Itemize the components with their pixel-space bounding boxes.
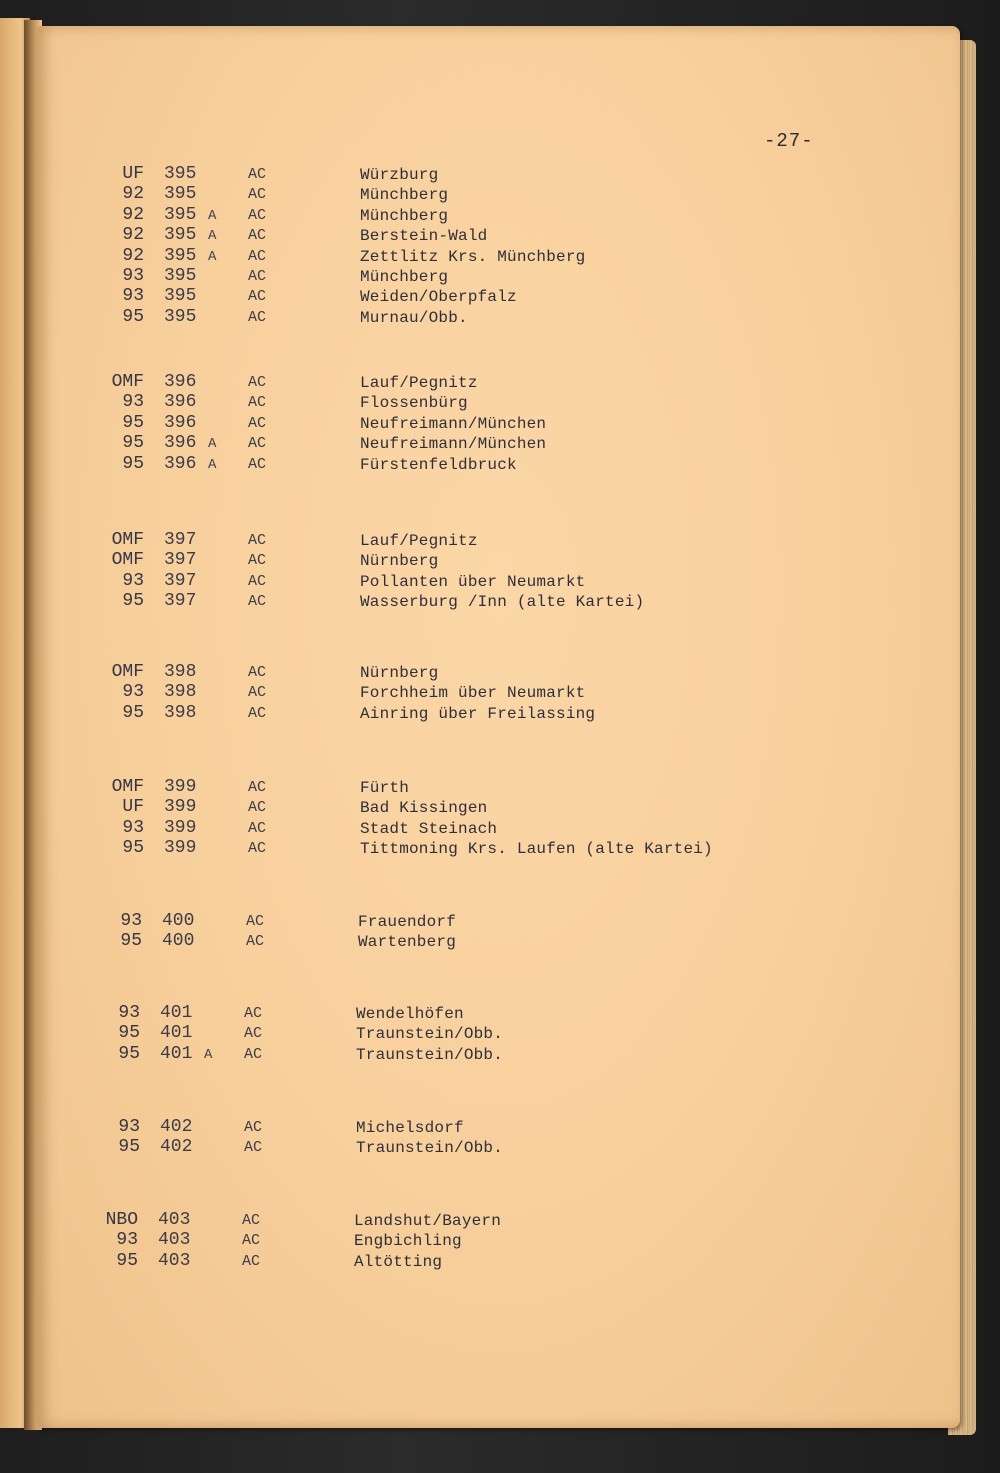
ledger-row [96, 571, 796, 593]
place-name: Landshut/Bayern [354, 1212, 502, 1230]
entry-number: 401 [160, 1023, 193, 1044]
place-name: Forchheim über Neumarkt [360, 684, 586, 703]
unit-code: OMF [111, 530, 144, 550]
place-name: Murnau/Obb. [360, 308, 468, 327]
place-name: Traunstein/Obb. [356, 1139, 504, 1158]
ledger-row [96, 550, 796, 572]
ledger-row [90, 1230, 790, 1252]
category-code: AC [248, 799, 267, 817]
category-code: AC [248, 308, 267, 326]
unit-code: 92 [122, 184, 144, 205]
ledger-row [96, 286, 796, 308]
ledger-row [96, 838, 796, 860]
place-name: Fürth [360, 779, 410, 797]
entry-number: 401 [160, 1003, 193, 1023]
place-name: Frauendorf [358, 913, 457, 931]
page-number: -27- [764, 130, 814, 152]
category-code: AC [248, 394, 267, 412]
entry-number: 399 [164, 838, 197, 859]
unit-code: 93 [118, 1003, 140, 1023]
unit-code: 95 [122, 412, 144, 433]
unit-code: 95 [122, 838, 144, 859]
entry-suffix: A [204, 1046, 213, 1063]
entry-number: 397 [164, 591, 197, 612]
entry-number: 396 [164, 392, 197, 413]
unit-code: 93 [122, 817, 144, 838]
category-code: AC [248, 186, 267, 204]
category-code: AC [248, 593, 267, 611]
unit-code: 95 [122, 702, 144, 723]
unit-code: 92 [122, 204, 144, 225]
ledger-row [96, 266, 796, 288]
ledger-row [92, 1117, 792, 1139]
entry-number: 395 [164, 225, 197, 246]
ledger-row [94, 911, 794, 933]
place-name: Wendelhöfen [356, 1005, 464, 1023]
unit-code: 95 [122, 453, 144, 474]
ledger-row [96, 205, 796, 227]
entry-number: 403 [158, 1210, 191, 1230]
ledger-row [96, 818, 796, 840]
place-name: Traunstein/Obb. [356, 1025, 504, 1044]
category-code: AC [248, 840, 267, 858]
category-code: AC [248, 664, 267, 681]
place-name: Berstein-Wald [360, 227, 488, 246]
category-code: AC [244, 1045, 263, 1063]
unit-code: 93 [122, 392, 144, 413]
place-name: Würzburg [360, 166, 439, 184]
ledger-row [96, 392, 796, 414]
unit-code: 93 [122, 286, 144, 307]
place-name: Lauf/Pegnitz [360, 374, 478, 392]
ledger-row [92, 1023, 792, 1045]
place-name: Weiden/Oberpfalz [360, 288, 517, 307]
place-name: Nürnberg [360, 664, 439, 682]
category-code: AC [248, 288, 267, 306]
place-name: Engbichling [354, 1232, 462, 1251]
place-name: Wartenberg [358, 933, 457, 952]
category-code: AC [242, 1212, 261, 1229]
entry-number: 397 [164, 530, 197, 550]
place-name: Neufreimann/München [360, 414, 547, 433]
category-code: AC [242, 1232, 261, 1250]
category-code: AC [248, 572, 267, 590]
ledger-row [96, 164, 796, 186]
entry-number: 402 [160, 1117, 193, 1137]
ledger-row [92, 1137, 792, 1159]
entry-number: 403 [158, 1230, 191, 1251]
ledger-row [96, 433, 796, 455]
entry-suffix: A [208, 207, 217, 224]
entry-number: 396 [164, 433, 197, 454]
unit-code: 95 [118, 1043, 140, 1064]
ledger-row [90, 1251, 790, 1273]
category-code: AC [244, 1005, 263, 1022]
place-name: Münchberg [360, 186, 449, 205]
category-code: AC [248, 247, 267, 265]
category-code: AC [248, 374, 267, 391]
category-code: AC [248, 268, 267, 285]
category-code: AC [244, 1139, 263, 1157]
entry-number: 396 [164, 372, 197, 392]
unit-code: 93 [122, 682, 144, 703]
entry-suffix: A [208, 248, 217, 265]
unit-code: 93 [120, 911, 142, 931]
entry-suffix: A [208, 456, 217, 473]
entry-number: 397 [164, 570, 197, 591]
entry-number: 403 [158, 1250, 191, 1271]
category-code: AC [246, 933, 265, 951]
unit-code: 95 [122, 433, 144, 454]
ledger-row [96, 703, 796, 725]
ledger-row [96, 372, 796, 394]
entry-number: 399 [164, 777, 197, 797]
ledger-row [90, 1210, 790, 1232]
ledger-row [96, 413, 796, 435]
unit-code: UF [122, 797, 144, 818]
entry-number: 400 [162, 911, 195, 931]
place-name: Lauf/Pegnitz [360, 532, 478, 550]
category-code: AC [248, 819, 267, 837]
place-name: Fürstenfeldbruck [360, 455, 517, 474]
place-name: Stadt Steinach [360, 819, 498, 838]
ledger-row [96, 184, 796, 206]
ledger-row [94, 931, 794, 953]
category-code: AC [248, 227, 267, 245]
unit-code: 95 [118, 1023, 140, 1044]
unit-code: 93 [116, 1230, 138, 1251]
unit-code: OMF [111, 662, 144, 682]
entry-number: 395 [164, 164, 197, 184]
unit-code: OMF [111, 372, 144, 392]
place-name: Ainring über Freilassing [360, 704, 596, 723]
ledger-row [92, 1044, 792, 1066]
unit-code: 95 [120, 931, 142, 952]
category-code: AC [248, 455, 267, 473]
ledger-row [96, 662, 796, 684]
unit-code: 93 [122, 570, 144, 591]
place-name: Bad Kissingen [360, 799, 488, 818]
unit-code: OMF [111, 550, 144, 571]
unit-code: 95 [122, 306, 144, 327]
unit-code: OMF [111, 777, 144, 797]
entry-number: 396 [164, 453, 197, 474]
entry-number: 400 [162, 931, 195, 952]
place-name: Nürnberg [360, 552, 439, 571]
entry-number: 402 [160, 1137, 193, 1158]
place-name: Altötting [354, 1252, 443, 1271]
entry-suffix: A [208, 228, 217, 245]
place-name: Tittmoning Krs. Laufen (alte Kartei) [360, 840, 713, 859]
ledger-row [96, 530, 796, 552]
category-code: AC [248, 552, 267, 570]
unit-code: UF [122, 164, 144, 184]
unit-code: 93 [122, 266, 144, 286]
place-name: Flossenbürg [360, 394, 468, 413]
ledger-row [96, 246, 796, 268]
category-code: AC [248, 206, 267, 224]
place-name: Neufreimann/München [360, 435, 547, 454]
unit-code: 92 [122, 245, 144, 266]
entry-number: 395 [164, 184, 197, 205]
category-code: AC [244, 1119, 263, 1136]
entry-number: 395 [164, 266, 197, 286]
entry-number: 395 [164, 306, 197, 327]
unit-code: 95 [118, 1137, 140, 1158]
ledger-row [96, 591, 796, 613]
place-name: Zettlitz Krs. Münchberg [360, 247, 586, 266]
entry-suffix: A [208, 436, 217, 453]
category-code: AC [248, 166, 267, 183]
unit-code: 93 [118, 1117, 140, 1137]
entry-number: 395 [164, 245, 197, 266]
ledger-row [96, 777, 796, 799]
place-name: Pollanten über Neumarkt [360, 572, 586, 591]
category-code: AC [248, 532, 267, 549]
unit-code: 92 [122, 225, 144, 246]
place-name: Traunstein/Obb. [356, 1045, 504, 1064]
ledger-row [96, 797, 796, 819]
unit-code: NBO [105, 1210, 138, 1230]
category-code: AC [242, 1252, 261, 1270]
category-code: AC [248, 704, 267, 722]
entry-number: 399 [164, 797, 197, 818]
entry-number: 395 [164, 286, 197, 307]
entry-number: 401 [160, 1043, 193, 1064]
place-name: Wasserburg /Inn (alte Kartei) [360, 593, 645, 612]
place-name: Münchberg [360, 206, 449, 225]
ledger-row [96, 225, 796, 247]
category-code: AC [248, 435, 267, 453]
place-name: Michelsdorf [356, 1119, 464, 1137]
category-code: AC [248, 414, 267, 432]
entry-number: 398 [164, 702, 197, 723]
ledger-row [96, 454, 796, 476]
entry-number: 399 [164, 817, 197, 838]
entry-number: 397 [164, 550, 197, 571]
category-code: AC [248, 779, 267, 796]
entry-number: 398 [164, 662, 197, 682]
ledger-row [96, 682, 796, 704]
ledger-row [92, 1003, 792, 1025]
place-name: Münchberg [360, 268, 449, 286]
category-code: AC [248, 684, 267, 702]
entry-number: 395 [164, 204, 197, 225]
entry-number: 396 [164, 412, 197, 433]
category-code: AC [246, 913, 265, 930]
category-code: AC [244, 1025, 263, 1043]
entry-number: 398 [164, 682, 197, 703]
unit-code: 95 [116, 1250, 138, 1271]
unit-code: 95 [122, 591, 144, 612]
ledger-row [96, 307, 796, 329]
